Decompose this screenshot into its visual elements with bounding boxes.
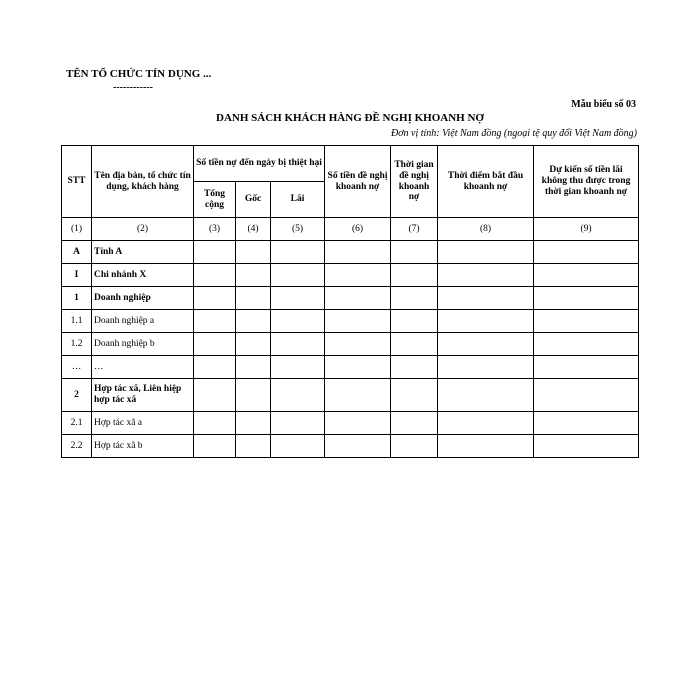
table-row (62, 241, 639, 264)
organization-name: TÊN TỔ CHỨC TÍN DỤNG ... (66, 68, 212, 80)
customer-list-table (61, 145, 639, 458)
row-stt: 2.1 (62, 412, 92, 435)
table-row (62, 356, 639, 379)
table-row (62, 412, 639, 435)
table-row (62, 287, 639, 310)
separator-line: ------------ (113, 82, 153, 93)
row-name: Chi nhánh X (92, 264, 194, 287)
header-proposed-amount: Số tiền đề nghị khoanh nợ (325, 146, 391, 218)
row-name: Hợp tác xã b (92, 435, 194, 458)
row-stt: 1.1 (62, 310, 92, 333)
row-stt: 1.2 (62, 333, 92, 356)
column-number: (8) (438, 218, 534, 241)
document-title: DANH SÁCH KHÁCH HÀNG ĐỀ NGHỊ KHOANH NỢ (216, 112, 484, 124)
row-stt: A (62, 241, 92, 264)
table-row (62, 310, 639, 333)
row-stt: 2 (62, 379, 92, 412)
row-name: Tỉnh A (92, 241, 194, 264)
header-start-time: Thời điểm bắt đầu khoanh nợ (438, 146, 534, 218)
row-name: Doanh nghiệp a (92, 310, 194, 333)
header-estimated-interest: Dự kiến số tiền lãi không thu được trong thời gian khoanh nợ (534, 146, 639, 218)
row-stt: … (62, 356, 92, 379)
column-number: (6) (325, 218, 391, 241)
table-row (62, 435, 639, 458)
row-stt: 1 (62, 287, 92, 310)
header-principal: Gốc (236, 182, 271, 218)
row-name: Hợp tác xã a (92, 412, 194, 435)
row-name: … (92, 356, 194, 379)
form-number: Mẫu biểu số 03 (571, 99, 636, 110)
column-number: (1) (62, 218, 92, 241)
header-interest: Lãi (271, 182, 325, 218)
header-name: Tên địa bàn, tổ chức tín dụng, khách hàng (92, 146, 194, 218)
header-proposed-period: Thời gian đề nghị khoanh nợ (391, 146, 438, 218)
row-stt: 2.2 (62, 435, 92, 458)
column-number: (7) (391, 218, 438, 241)
row-name: Hợp tác xã, Liên hiệp hợp tác xã (92, 379, 194, 412)
table-row (62, 379, 639, 412)
currency-unit-note: Đơn vị tính: Việt Nam đồng (ngoại tệ quy đổi Việt Nam đồng) (390, 128, 637, 139)
column-number: (5) (271, 218, 325, 241)
header-stt: STT (62, 146, 92, 218)
row-name: Doanh nghiệp b (92, 333, 194, 356)
row-stt: I (62, 264, 92, 287)
column-number: (9) (534, 218, 639, 241)
header-total: Tổng cộng (194, 182, 236, 218)
table-row (62, 333, 639, 356)
column-number: (2) (92, 218, 194, 241)
column-number: (3) (194, 218, 236, 241)
table-row (62, 264, 639, 287)
row-name: Doanh nghiệp (92, 287, 194, 310)
column-number: (4) (236, 218, 271, 241)
header-damaged-debt: Số tiền nợ đến ngày bị thiệt hại (194, 146, 325, 182)
column-number-row (62, 218, 639, 241)
